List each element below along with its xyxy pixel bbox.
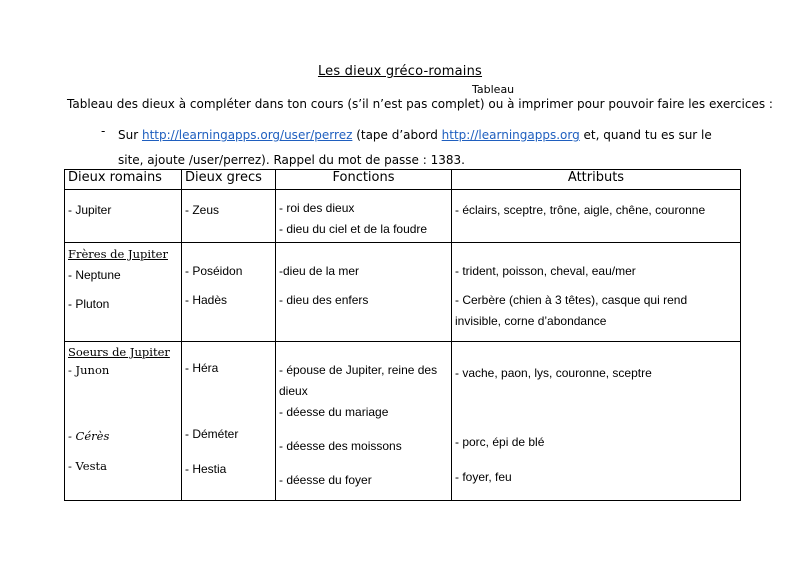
table-row-jupiter [65, 190, 741, 243]
greek-zeus: - Zeus [185, 203, 220, 217]
header-functions: Fonctions [276, 170, 452, 190]
roman-juno: - Junon [68, 363, 110, 377]
roman-neptune: - Neptune [68, 268, 121, 282]
greek-hestia: - Hestia [185, 462, 227, 476]
cell-roman [65, 190, 182, 243]
group-title-sisters: Soeurs de Jupiter [68, 345, 170, 359]
gods-table [64, 169, 741, 501]
cell-greek [182, 243, 276, 342]
function-line: - roi des dieux [279, 201, 355, 215]
roman-vesta: - Vesta [68, 459, 107, 473]
document-title: Les dieux gréco-romains [317, 64, 483, 79]
bullet-middle: (tape d’abord [352, 128, 442, 142]
cell-greek [182, 342, 276, 501]
function-line: dieux [279, 384, 308, 398]
header-attributes: Attributs [452, 170, 741, 190]
header-roman: Dieux romains [65, 170, 182, 190]
function-neptune: -dieu de la mer [279, 264, 360, 278]
bullet-suffix: et, quand tu es sur le site, ajoute /user/perrez). Rappel du mot de passe : 1383. [118, 128, 712, 167]
function-ceres: - déesse des moissons [279, 439, 402, 453]
header-greek: Dieux grecs [182, 170, 276, 190]
table-row-sisters [65, 342, 741, 501]
cell-attributes [452, 342, 741, 501]
attributes-ceres: - porc, épi de blé [455, 435, 545, 449]
header-row [65, 170, 741, 190]
function-vesta: - déesse du foyer [279, 473, 372, 487]
function-line: - épouse de Jupiter, reine des [279, 363, 438, 377]
roman-pluto: - Pluton [68, 297, 110, 311]
roman-jupiter: - Jupiter [68, 203, 112, 217]
learningapps-link[interactable]: http://learningapps.org [441, 128, 580, 142]
cell-greek [182, 190, 276, 243]
table-row-brothers [65, 243, 741, 342]
attributes-vesta: - foyer, feu [455, 470, 512, 484]
attributes-pluto-line2: invisible, corne d’abondance [455, 314, 607, 328]
cell-attributes [452, 190, 741, 243]
cell-functions [276, 190, 452, 243]
attributes-jupiter: - éclairs, sceptre, trône, aigle, chêne, couronne [455, 203, 706, 217]
roman-ceres: - Cérès [68, 429, 110, 443]
group-title-brothers: Frères de Jupiter [68, 247, 168, 261]
attributes-pluto-line1: - Cerbère (chien à 3 têtes), casque qui rend [455, 293, 688, 307]
attributes-neptune: - trident, poisson, cheval, eau/mer [455, 264, 636, 278]
cell-attributes [452, 243, 741, 342]
greek-demeter: - Déméter [185, 427, 239, 441]
greek-poseidon: - Poséidon [185, 264, 243, 278]
cell-roman [65, 243, 182, 342]
bullet-prefix: Sur [118, 128, 142, 142]
cell-roman [65, 342, 182, 501]
attributes-juno: - vache, paon, lys, couronne, sceptre [455, 366, 652, 380]
bullet-dash: - [101, 124, 106, 138]
cell-functions [276, 342, 452, 501]
bullet-text [118, 123, 738, 173]
function-line: - déesse du mariage [279, 405, 389, 419]
cell-functions [276, 243, 452, 342]
intro-text: Tableau des dieux à compléter dans ton cours (s’il n’est pas complet) ou à imprimer pour pouvoir faire les exercices : [67, 97, 773, 111]
learningapps-user-link[interactable]: http://learningapps.org/user/perrez [141, 128, 353, 142]
greek-hera: - Héra [185, 361, 219, 375]
function-pluto: - dieu des enfers [279, 293, 369, 307]
greek-hades: - Hadès [185, 293, 228, 307]
document-subtitle: Tableau [472, 83, 515, 96]
function-line: - dieu du ciel et de la foudre [279, 222, 428, 236]
